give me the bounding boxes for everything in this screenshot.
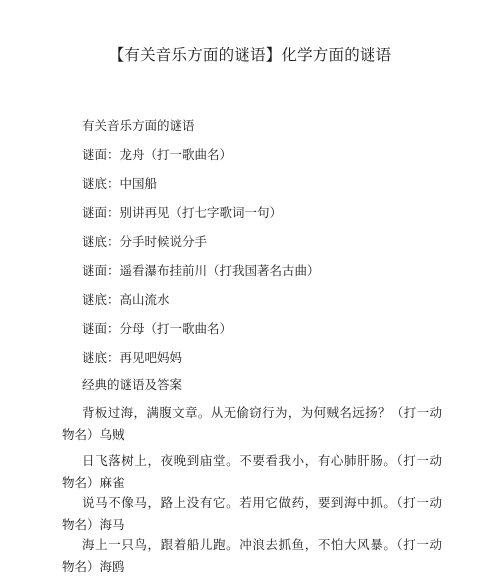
riddle-line xyxy=(82,204,282,222)
riddle-label: 谜底： xyxy=(82,292,120,307)
riddle-label: 谜面： xyxy=(82,321,120,336)
riddle-label: 谜底： xyxy=(82,350,120,365)
riddle-line xyxy=(82,291,170,309)
riddle-text: 高山流水 xyxy=(119,292,170,307)
riddle-line xyxy=(82,233,207,251)
riddle-label: 谜面： xyxy=(82,147,120,162)
riddle-text: 遥看瀑布挂前川（打我国著名古曲） xyxy=(119,263,320,278)
document-title: 【有关音乐方面的谜语】化学方面的谜语 xyxy=(108,46,392,64)
riddle-paragraph: 背板过海，满腹文章。从无偷窃行为，为何贼名远扬？（打一动物名）乌贼 xyxy=(62,405,442,442)
riddle-text: 分手时候说分手 xyxy=(119,234,208,249)
riddle-line xyxy=(82,175,157,193)
riddle-text: 再见吧妈妈 xyxy=(119,350,183,365)
riddle-text: 分母（打一歌曲名） xyxy=(119,321,233,336)
riddle-line xyxy=(82,320,232,338)
section-heading-music-riddles: 有关音乐方面的谜语 xyxy=(82,118,195,133)
riddle-paragraph: 日飞落树上，夜晚到庙堂。不要看我小，有心肺肝肠。（打一动 物名）麻雀 xyxy=(62,453,442,490)
riddle-label: 谜面： xyxy=(82,263,120,278)
riddle-paragraph: 说马不像马，路上没有它。若用它做药，要到海中抓。（打一动 物名）海马 xyxy=(62,495,442,532)
riddle-text: 别讲再见（打七字歌词一句） xyxy=(119,205,283,220)
riddle-text: 中国船 xyxy=(119,176,158,191)
section-heading-classic-riddles: 经典的谜语及答案 xyxy=(82,377,183,392)
riddle-label: 谜底： xyxy=(82,176,120,191)
riddle-label: 谜面： xyxy=(82,205,120,220)
riddle-line xyxy=(82,146,232,164)
riddle-paragraph: 海上一只鸟，跟着船儿跑。冲浪去抓鱼，不怕大风暴。（打一动 物名）海鸥 xyxy=(62,537,442,574)
riddle-line xyxy=(82,349,182,367)
riddle-line xyxy=(82,262,320,280)
riddle-text: 龙舟（打一歌曲名） xyxy=(119,147,233,162)
riddle-label: 谜底： xyxy=(82,234,120,249)
